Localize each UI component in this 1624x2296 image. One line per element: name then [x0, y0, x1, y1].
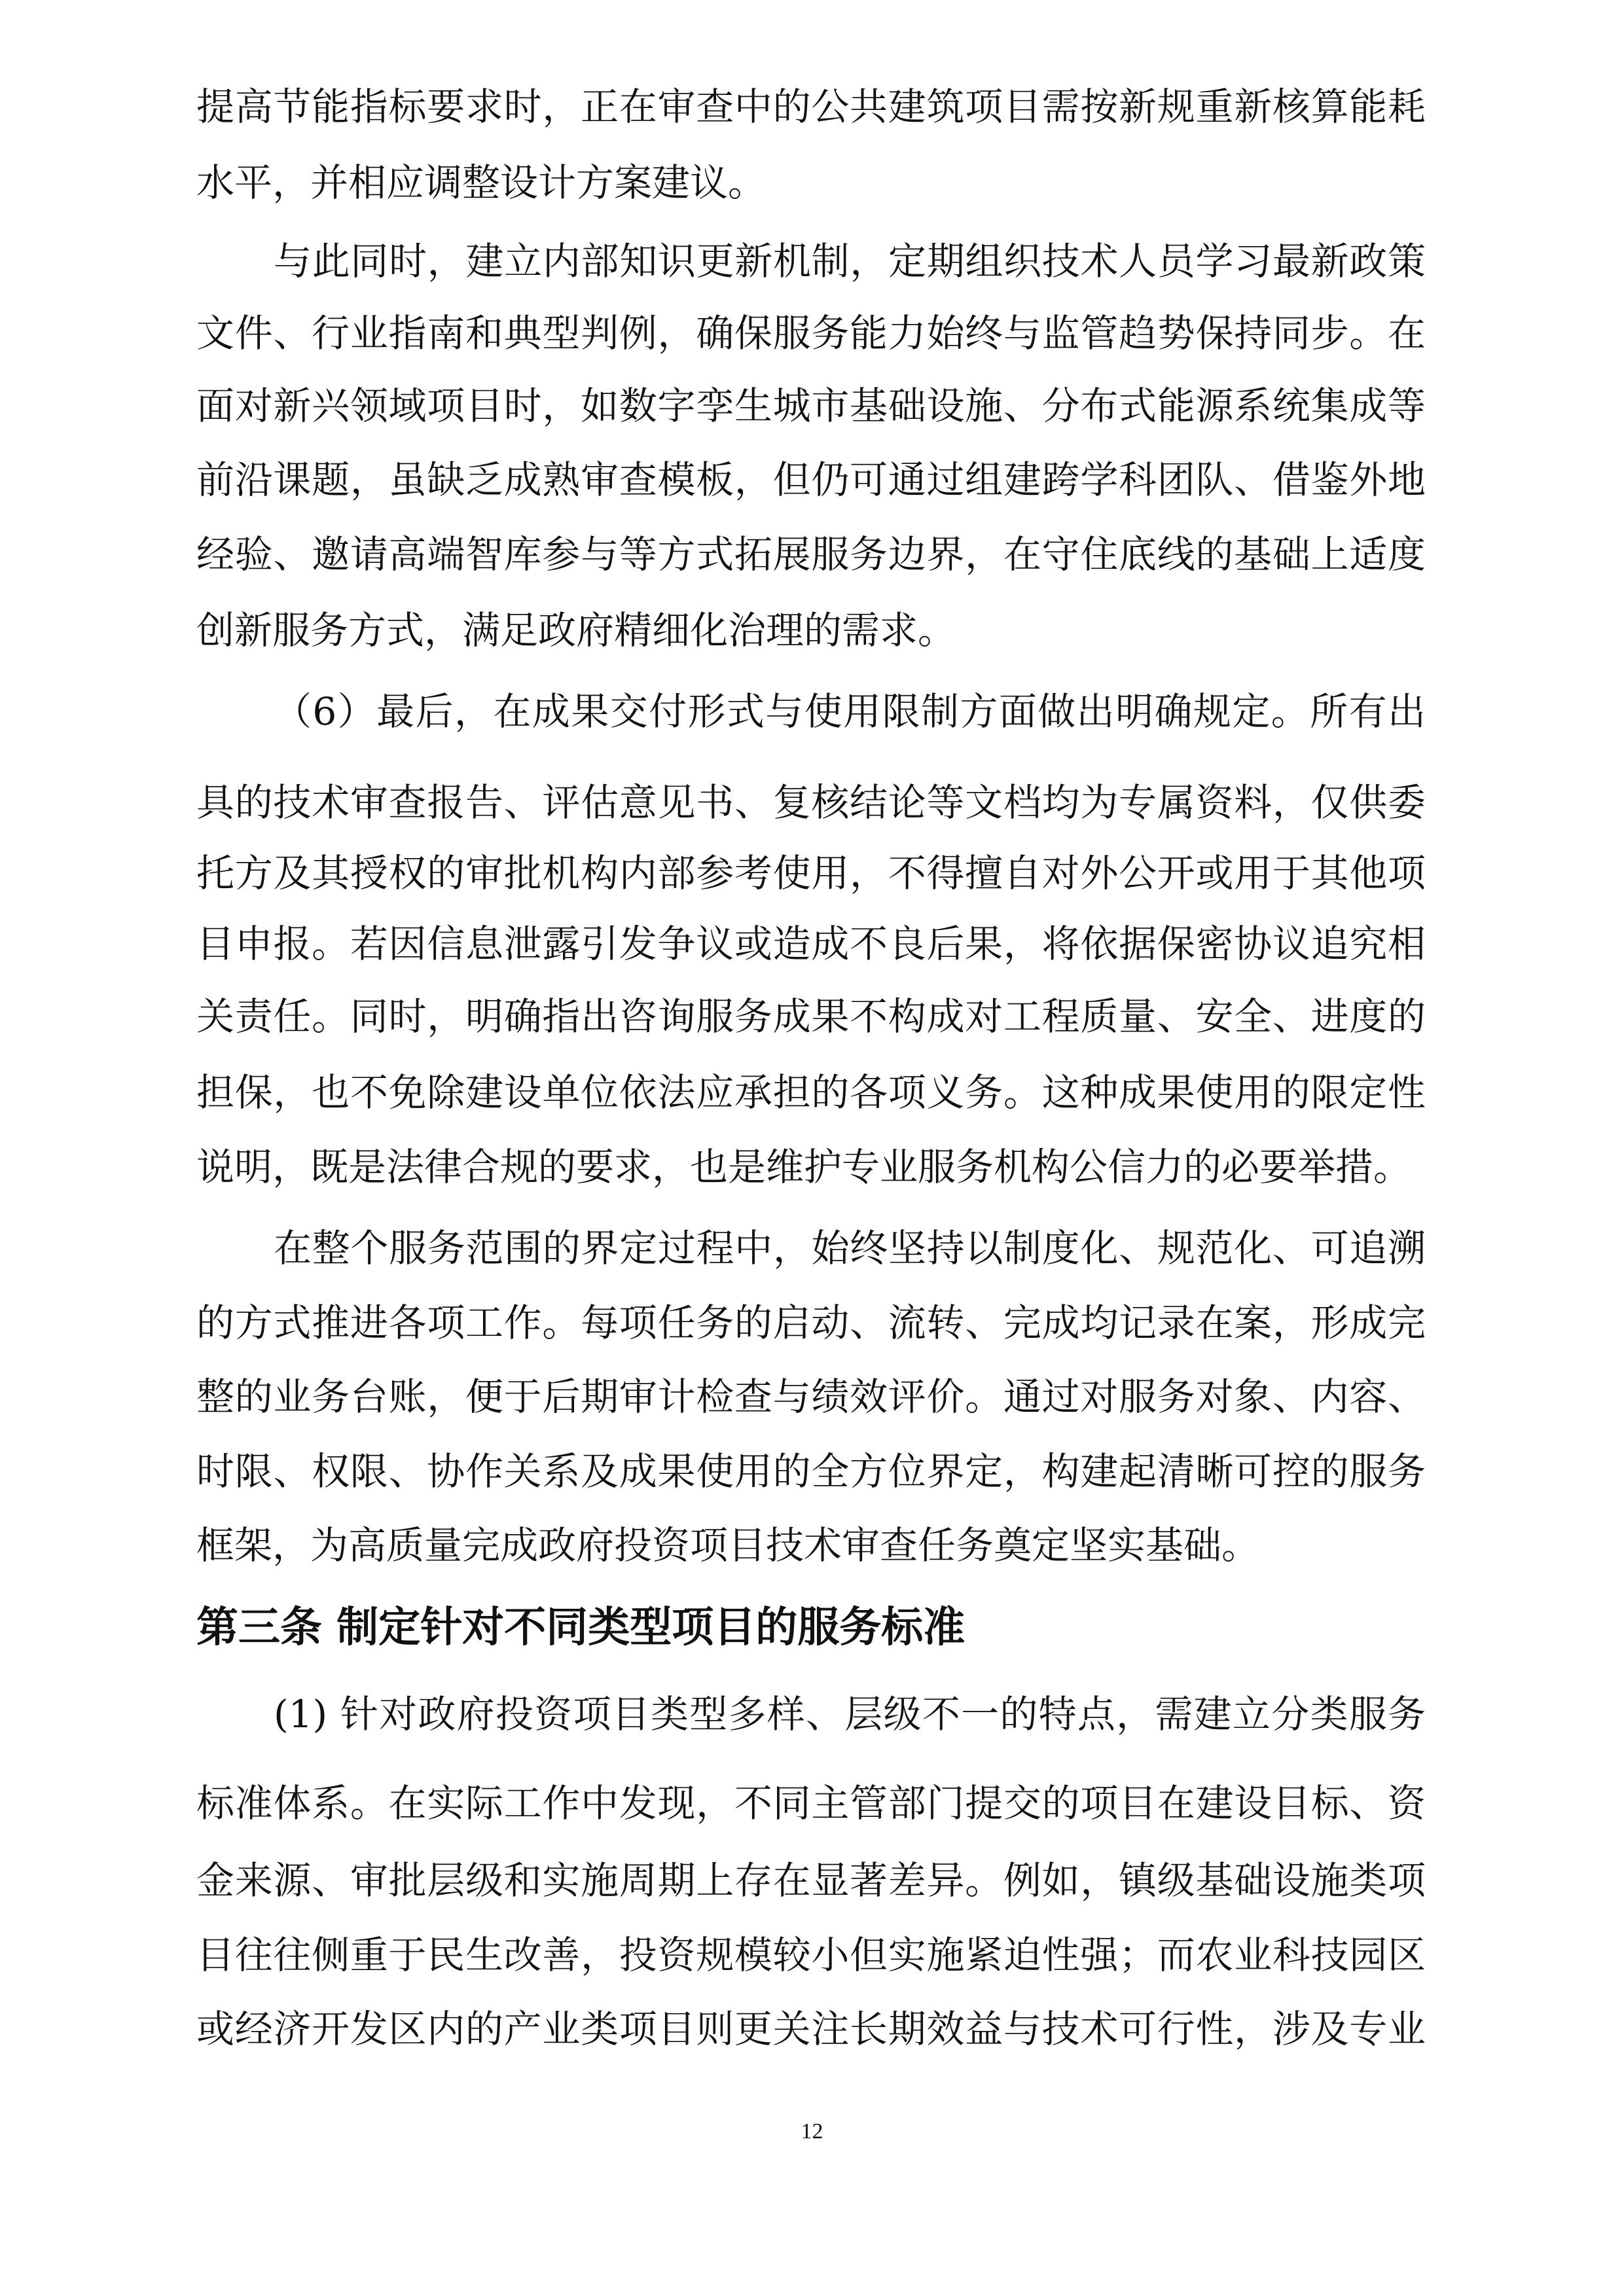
paragraph-line: 关责任。同时，明确指出咨询服务成果不构成对工程质量、安全、进度的 — [196, 994, 1426, 1039]
paragraph-line: 在整个服务范围的界定过程中，始终坚持以制度化、规范化、可追溯 — [274, 1226, 1426, 1270]
paragraph-line: 文件、行业指南和典型判例，确保服务能力始终与监管趋势保持同步。在 — [196, 311, 1426, 355]
paragraph-line: 说明，既是法律合规的要求，也是维护专业服务机构公信力的必要举措。 — [196, 1145, 1412, 1189]
paragraph-line: 托方及其授权的审批机构内部参考使用，不得擅自对外公开或用于其他项 — [196, 851, 1426, 895]
paragraph-line: 创新服务方式，满足政府精细化治理的需求。 — [196, 608, 956, 653]
paragraph-line: 具的技术审查报告、评估意见书、复核结论等文档均为专属资料，仅供委 — [196, 780, 1426, 825]
paragraph-line: 金来源、审批层级和实施周期上存在显著差异。例如，镇级基础设施类项 — [196, 1858, 1426, 1903]
paragraph-line: 提高节能指标要求时，正在审查中的公共建筑项目需按新规重新核算能耗 — [196, 84, 1426, 129]
paragraph-line: 或经济开发区内的产业类项目则更关注长期效益与技术可行性，涉及专业 — [196, 2007, 1426, 2051]
paragraph-line: 经验、邀请高端智库参与等方式拓展服务边界，在守住底线的基础上适度 — [196, 532, 1426, 577]
paragraph-line: 的方式推进各项工作。每项任务的启动、流转、完成均记录在案，形成完 — [196, 1300, 1426, 1345]
paragraph-line: 目申报。若因信息泄露引发争议或造成不良后果，将依据保密协议追究相 — [196, 922, 1426, 966]
section-heading: 第三条 制定针对不同类型项目的服务标准 — [196, 1604, 965, 1652]
paragraph-line: 前沿课题，虽缺乏成熟审查模板，但仍可通过组建跨学科团队、借鉴外地 — [196, 457, 1426, 502]
page-number: 12 — [801, 2119, 823, 2144]
paragraph-line: 担保，也不免除建设单位依法应承担的各项义务。这种成果使用的限定性 — [196, 1070, 1426, 1115]
paragraph-line: 框架，为高质量完成政府投资项目技术审查任务奠定坚实基础。 — [196, 1523, 1260, 1568]
paragraph-line: 水平，并相应调整设计方案建议。 — [196, 160, 767, 205]
paragraph-line: 目往往侧重于民生改善，投资规模较小但实施紧迫性强；而农业科技园区 — [196, 1933, 1426, 1977]
paragraph-line: 标准体系。在实际工作中发现，不同主管部门提交的项目在建设目标、资 — [196, 1781, 1426, 1825]
paragraph-line: 时限、权限、协作关系及成果使用的全方位界定，构建起清晰可控的服务 — [196, 1449, 1426, 1494]
paragraph-line: 面对新兴领域项目时，如数字孪生城市基础设施、分布式能源系统集成等 — [196, 384, 1426, 428]
paragraph-line: 与此同时，建立内部知识更新机制，定期组织技术人员学习最新政策 — [274, 239, 1426, 283]
paragraph-line: (1) 针对政府投资项目类型多样、层级不一的特点，需建立分类服务 — [274, 1692, 1426, 1736]
paragraph-line: 整的业务台账，便于后期审计检查与绩效评价。通过对服务对象、内容、 — [196, 1374, 1426, 1419]
paragraph-line: （6）最后，在成果交付形式与使用限制方面做出明确规定。所有出 — [274, 689, 1426, 734]
